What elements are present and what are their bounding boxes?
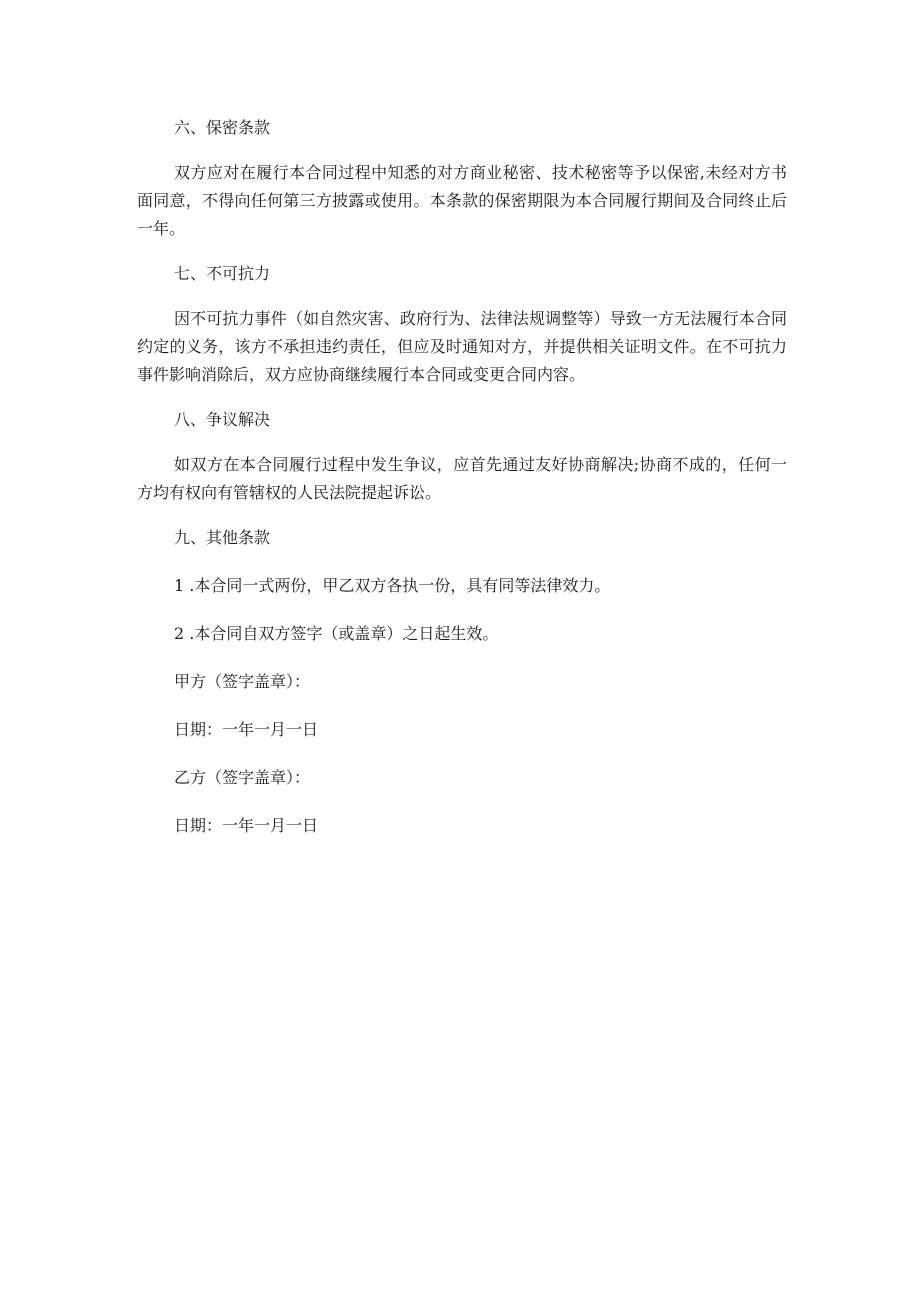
party-b-signature: 乙方（签字盖章）：	[174, 768, 311, 787]
party-b-date: 日期：一年一月一日	[174, 816, 319, 835]
section-heading-dispute: 八、争议解决	[174, 410, 271, 429]
section-heading-other: 九、其他条款	[174, 528, 271, 547]
section-body-force-majeure: 因不可抗力事件（如自然灾害、政府行为、法律法规调整等）导致一方无法履行本合同约定的义务，该方不承担违约责任，但应及时通知对方，并提供相关证明文件。在不可抗力事件影响消除后，双方应协商继续履行本合同或变更合同内容。	[137, 309, 787, 384]
section-body-dispute: 如双方在本合同履行过程中发生争议，应首先通过友好协商解决;协商不成的，任何一方均有权向有管辖权的人民法院提起诉讼。	[137, 455, 787, 502]
section-body-confidentiality: 双方应对在履行本合同过程中知悉的对方商业秘密、技术秘密等予以保密,未经对方书面同意，不得向任何第三方披露或使用。本条款的保密期限为本合同履行期间及合同终止后一年。	[137, 163, 787, 238]
party-a-date: 日期：一年一月一日	[174, 720, 319, 739]
other-clause-item: 2 .本合同自双方签字（或盖章）之日起生效。	[174, 624, 499, 643]
party-a-signature: 甲方（签字盖章）：	[174, 672, 311, 691]
other-clause-item: 1 .本合同一式两份，甲乙双方各执一份，具有同等法律效力。	[174, 576, 611, 595]
contract-content	[137, 114, 787, 840]
section-heading-force-majeure: 七、不可抗力	[174, 264, 271, 283]
section-heading-confidentiality: 六、保密条款	[174, 118, 271, 137]
